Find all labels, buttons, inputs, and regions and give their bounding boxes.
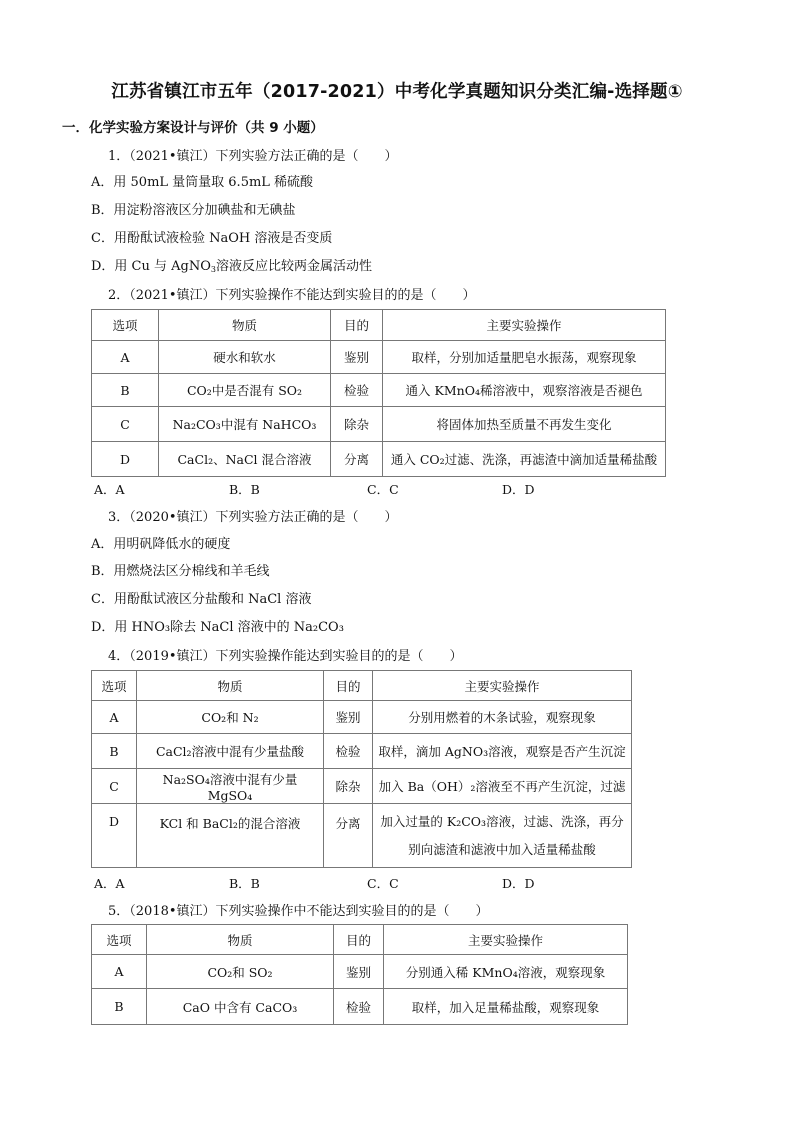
cell-purpose: 分离 [331,442,383,477]
cell-purpose: 鉴别 [331,341,383,374]
q3-option-c: C．用酚酞试液区分盐酸和 NaCl 溶液 [91,592,312,607]
table-row [92,341,666,374]
cell-operation [373,804,632,868]
table-header-row [92,310,666,341]
cell-substance: KCl 和 BaCl₂的混合溶液 [137,804,324,868]
header-operation: 主要实验操作 [373,671,632,701]
question-2-stem: 2．（2021•镇江）下列实验操作不能达到实验目的的是（ ） [108,288,476,303]
table-header-row [92,925,628,955]
q4-answer-b: B．B [229,876,260,891]
cell-substance: CaO 中含有 CaCO₃ [147,989,334,1025]
cell-operation: 将固体加热至质量不再发生变化 [383,407,666,442]
cell-substance: CO₂中是否混有 SO₂ [159,374,331,407]
q1-option-c: C．用酚酞试液检验 NaOH 溶液是否变质 [91,231,333,246]
cell-purpose: 分离 [324,804,373,868]
question-5-table [91,924,628,1025]
header-purpose: 目的 [334,925,384,955]
question-5-stem: 5．（2018•镇江）下列实验操作中不能达到实验目的的是（ ） [108,904,489,919]
cell-purpose: 检验 [334,989,384,1025]
header-purpose: 目的 [324,671,373,701]
cell-substance: 硬水和软水 [159,341,331,374]
section-heading: 一．化学实验方案设计与评价（共 9 小题） [62,120,324,136]
cell-operation: 通入 CO₂过滤、洗涤，再滤渣中滴加适量稀盐酸 [383,442,666,477]
question-1-stem: 1．（2021•镇江）下列实验方法正确的是（ ） [108,149,398,164]
cell-purpose: 除杂 [331,407,383,442]
cell-option: C [92,407,159,442]
document-title: 江苏省镇江市五年（2017-2021）中考化学真题知识分类汇编-选择题① [111,82,683,102]
table-row [92,769,632,804]
q4-answer-c: C．C [367,876,399,891]
cell-operation: 取样，滴加 AgNO₃溶液，观察是否产生沉淀 [373,734,632,769]
cell-operation: 取样，加入足量稀盐酸，观察现象 [384,989,628,1025]
cell-purpose: 除杂 [324,769,373,804]
q1-option-b: B．用淀粉溶液区分加碘盐和无碘盐 [91,203,296,218]
cell-option: B [92,374,159,407]
cell-operation-line-2: 别向滤渣和滤液中加入适量稀盐酸 [408,841,596,857]
table-row [92,734,632,769]
cell-purpose: 鉴别 [324,701,373,734]
cell-substance: Na₂CO₃中混有 NaHCO₃ [159,407,331,442]
cell-option: C [92,769,137,804]
table-row [92,955,628,989]
cell-purpose: 检验 [331,374,383,407]
cell-substance: Na₂SO₄溶液中混有少量 MgSO₄ [137,769,324,804]
cell-substance: CaCl₂、NaCl 混合溶液 [159,442,331,477]
q2-answer-c: C．C [367,482,399,497]
cell-option: A [92,701,137,734]
header-operation: 主要实验操作 [383,310,666,341]
cell-substance: CO₂和 N₂ [137,701,324,734]
q4-answer-d: D．D [502,876,535,891]
table-row [92,989,628,1025]
header-substance: 物质 [159,310,331,341]
cell-option: D [92,804,137,868]
cell-operation: 分别通入稀 KMnO₄溶液，观察现象 [384,955,628,989]
cell-purpose: 鉴别 [334,955,384,989]
cell-option: B [92,734,137,769]
cell-option: B [92,989,147,1025]
header-substance: 物质 [137,671,324,701]
table-row [92,374,666,407]
q1-option-a: A．用 50mL 量筒量取 6.5mL 稀硫酸 [91,175,314,190]
cell-option: A [92,955,147,989]
header-substance: 物质 [147,925,334,955]
table-row [92,407,666,442]
cell-operation: 通入 KMnO₄稀溶液中，观察溶液是否褪色 [383,374,666,407]
q2-answer-b: B．B [229,482,260,497]
q4-answer-a: A．A [94,876,125,891]
q3-option-b: B．用燃烧法区分棉线和羊毛线 [91,564,270,579]
q3-option-a: A．用明矾降低水的硬度 [91,537,231,552]
q1-option-d: D．用 Cu 与 AgNO$_3$溶液反应比较两金属活动性 [91,259,372,274]
table-row [92,701,632,734]
question-4-stem: 4．（2019•镇江）下列实验操作能达到实验目的的是（ ） [108,649,463,664]
table-row [92,442,666,477]
question-2-table [91,309,666,477]
cell-option: A [92,341,159,374]
question-3-stem: 3．（2020•镇江）下列实验方法正确的是（ ） [108,510,398,525]
q2-answer-a: A．A [94,482,125,497]
cell-operation: 加入 Ba（OH）₂溶液至不再产生沉淀，过滤 [373,769,632,804]
cell-substance: CO₂和 SO₂ [147,955,334,989]
cell-option: D [92,442,159,477]
cell-operation: 分别用燃着的木条试验，观察现象 [373,701,632,734]
header-purpose: 目的 [331,310,383,341]
table-row [92,804,632,868]
cell-operation-line-1: 加入过量的 K₂CO₃溶液，过滤、洗涤，再分 [380,813,624,829]
question-4-table [91,670,632,868]
cell-purpose: 检验 [324,734,373,769]
header-option: 选项 [92,925,147,955]
cell-substance: CaCl₂溶液中混有少量盐酸 [137,734,324,769]
header-option: 选项 [92,671,137,701]
header-option: 选项 [92,310,159,341]
table-header-row [92,671,632,701]
cell-operation: 取样，分别加适量肥皂水振荡，观察现象 [383,341,666,374]
q2-answer-d: D．D [502,482,535,497]
q3-option-d: D．用 HNO₃除去 NaCl 溶液中的 Na₂CO₃ [91,620,344,635]
header-operation: 主要实验操作 [384,925,628,955]
